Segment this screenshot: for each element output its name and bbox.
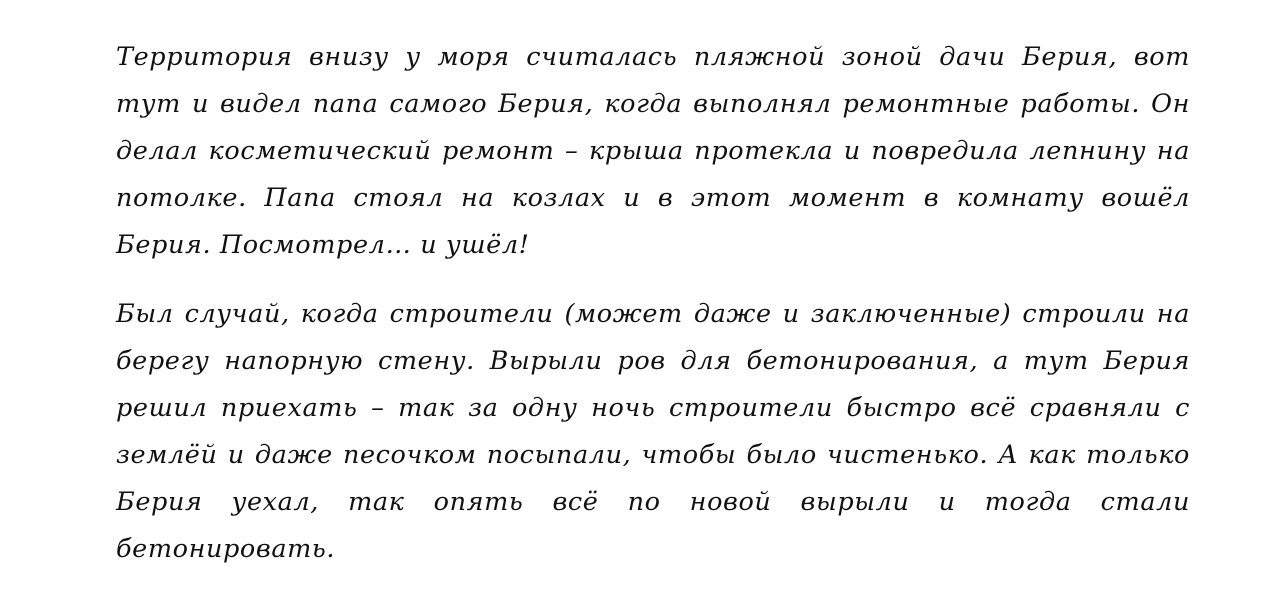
paragraph-beria-dacha-beach: Территория внизу у моря считалась пляжной зоной дачи Берия, вот тут и видел папа самого Берия, когда выполнял ремонтные работы. Он делал косметический ремонт – крыша протекла и повредила лепнину на потолке. Папа стоял на козлах и в этот момент в комнату вошёл Берия. Посмотрел… и ушёл! xyxy=(116,42,1190,260)
paragraph-builders-wall: Был случай, когда строители (может даже и заключенные) строили на берегу напорную стену. Вырыли ров для бетонирования, а тут Берия решил приехать – так за одну ночь строители быстро всё сравняли с землёй и даже песочком посыпали, чтобы было чистенько. А как только Берия уехал, так опять всё по новой вырыли и тогда стали бетонировать. xyxy=(116,299,1190,564)
handwritten-text-page xyxy=(116,34,1190,573)
